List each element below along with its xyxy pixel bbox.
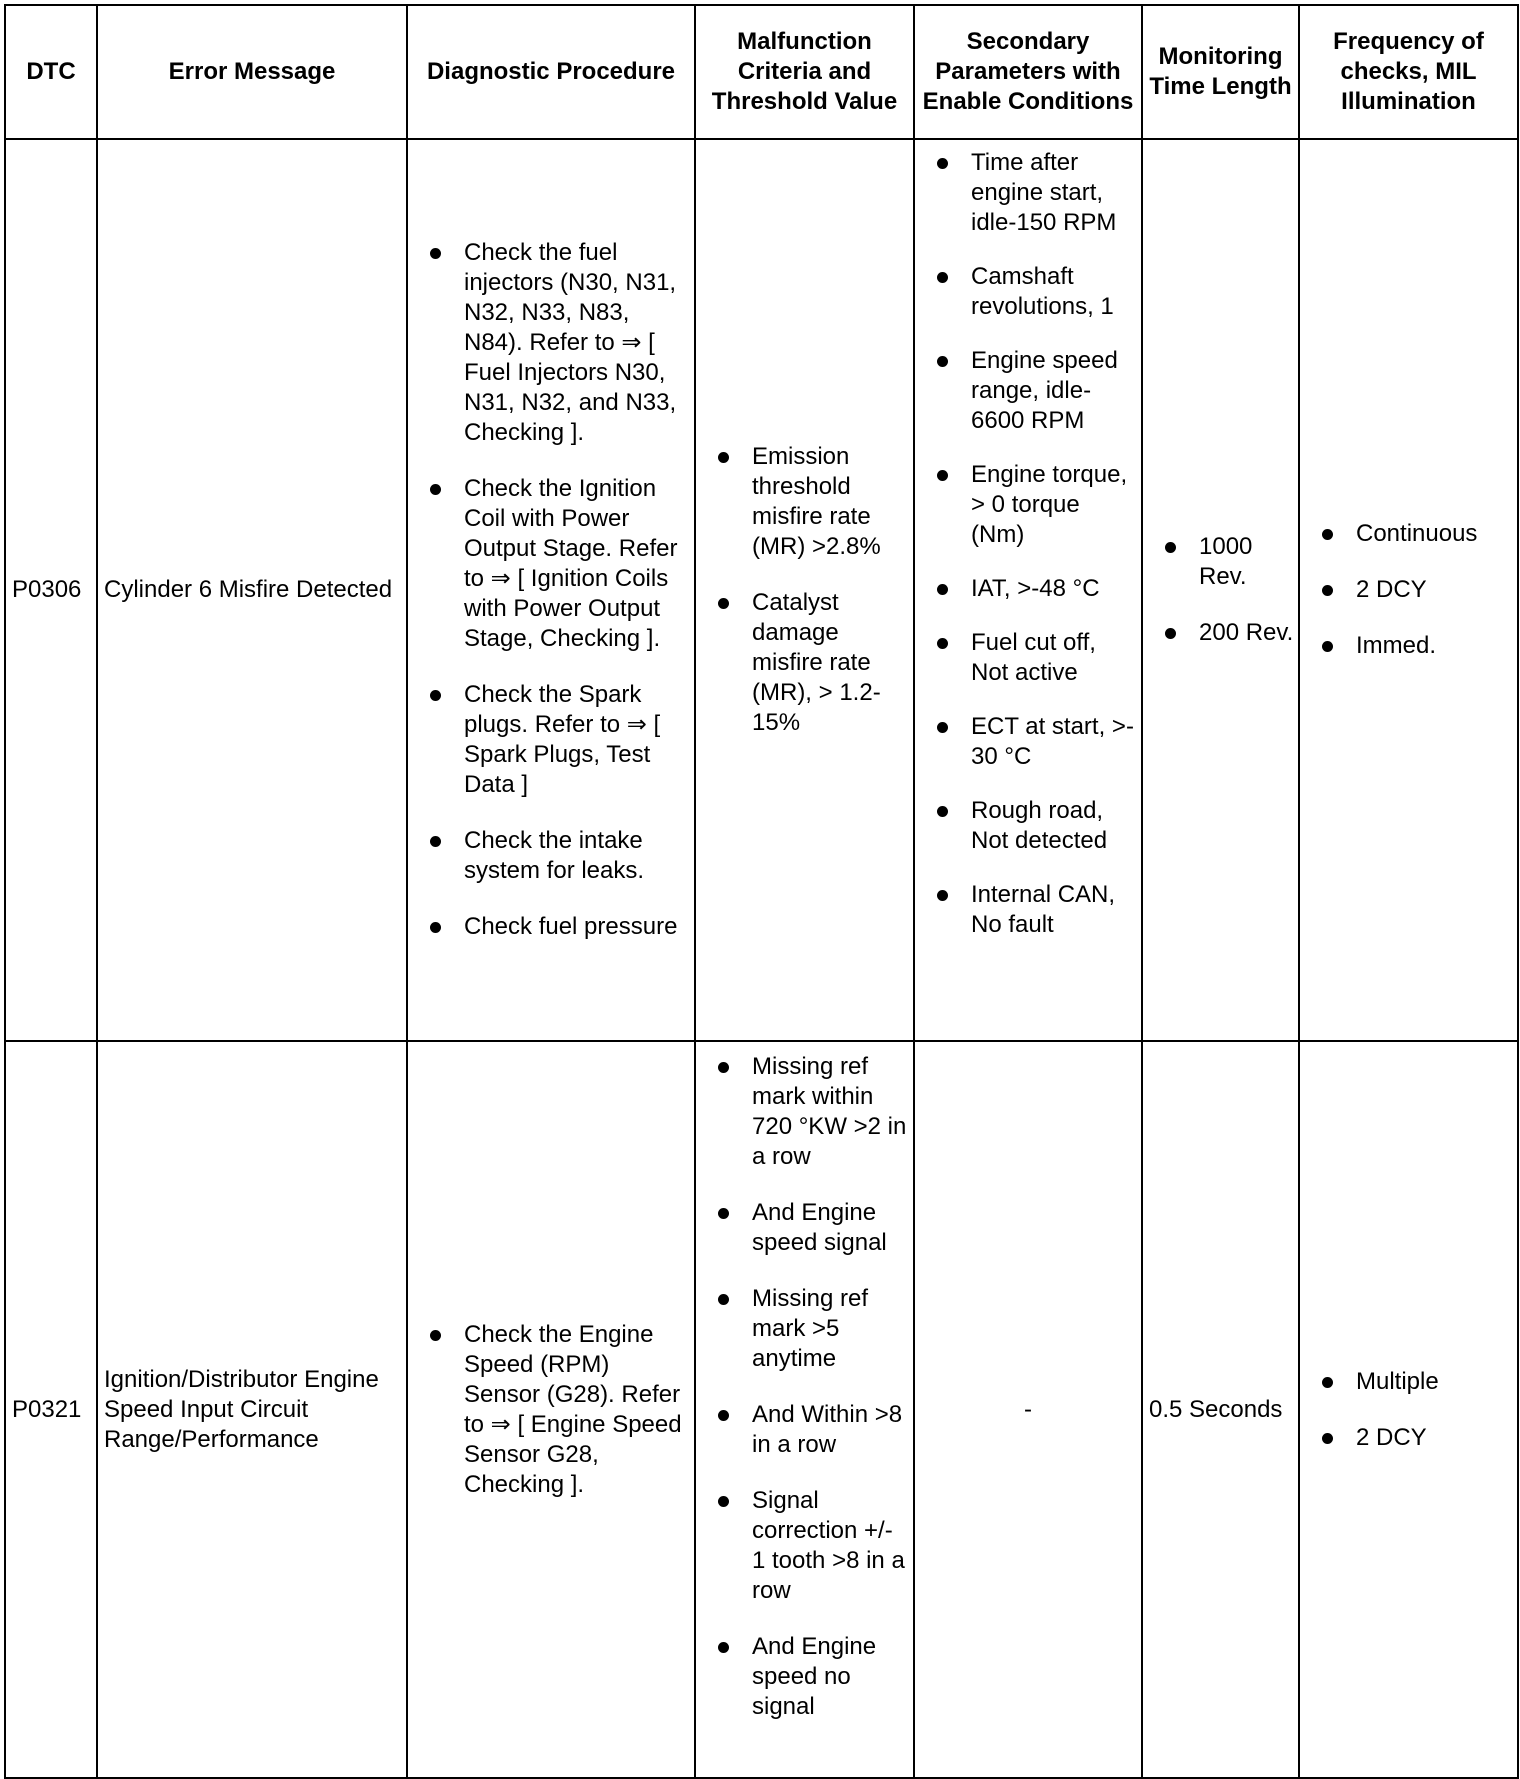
header-malfunction-criteria: Malfunction Criteria and Threshold Value — [695, 5, 914, 139]
header-diagnostic-procedure: Diagnostic Procedure — [407, 5, 695, 139]
list-item: Check fuel pressure — [428, 912, 690, 942]
dtc-table — [4, 4, 1519, 1779]
header-secondary-parameters: Secondary Parameters with Enable Conditions — [914, 5, 1142, 139]
list-item: Check the Spark plugs. Refer to ⇒ [ Spark Plugs, Test Data ] — [428, 680, 690, 800]
list-item: 2 DCY — [1320, 575, 1513, 605]
list-item: Rough road, Not detected — [935, 796, 1137, 856]
list-item: Time after engine start, idle-150 RPM — [935, 148, 1137, 238]
header-frequency: Frequency of checks, MIL Illumination — [1299, 5, 1518, 139]
list-item: 200 Rev. — [1163, 618, 1294, 648]
frequency-cell — [1299, 139, 1518, 1041]
list-item: ECT at start, >- 30 °C — [935, 712, 1137, 772]
list-item: Engine speed range, idle-6600 RPM — [935, 346, 1137, 436]
list-item: Catalyst damage misfire rate (MR), > 1.2-15% — [716, 588, 909, 738]
malfunction-criteria-list — [696, 442, 913, 738]
list-item: Internal CAN, No fault — [935, 880, 1137, 940]
frequency-list — [1300, 1367, 1517, 1453]
list-item: Camshaft revolutions, 1 — [935, 262, 1137, 322]
table-row — [5, 1041, 1518, 1778]
header-monitoring-time: Monitoring Time Length — [1142, 5, 1299, 139]
monitoring-time-cell: 0.5 Seconds — [1142, 1041, 1299, 1778]
dtc-code: P0306 — [5, 139, 97, 1041]
malfunction-criteria-cell — [695, 139, 914, 1041]
header-dtc: DTC — [5, 5, 97, 139]
header-row — [5, 5, 1518, 139]
list-item: Emission threshold misfire rate (MR) >2.8% — [716, 442, 909, 562]
secondary-parameters-cell: - — [914, 1041, 1142, 1778]
secondary-parameters-list — [915, 148, 1141, 940]
header-error-message: Error Message — [97, 5, 407, 139]
list-item: Check the intake system for leaks. — [428, 826, 690, 886]
list-item: Signal correction +/- 1 tooth >8 in a row — [716, 1486, 909, 1606]
list-item: Multiple — [1320, 1367, 1513, 1397]
list-item: 2 DCY — [1320, 1423, 1513, 1453]
diagnostic-procedure-list — [408, 238, 694, 942]
list-item: Engine torque, > 0 torque (Nm) — [935, 460, 1137, 550]
malfunction-criteria-cell — [695, 1041, 914, 1778]
secondary-parameters-cell — [914, 139, 1142, 1041]
list-item: And Within >8 in a row — [716, 1400, 909, 1460]
diagnostic-procedure-cell — [407, 139, 695, 1041]
list-item: 1000 Rev. — [1163, 532, 1294, 592]
frequency-list — [1300, 519, 1517, 661]
dtc-code: P0321 — [5, 1041, 97, 1778]
list-item: Immed. — [1320, 631, 1513, 661]
list-item: Fuel cut off, Not active — [935, 628, 1137, 688]
frequency-cell — [1299, 1041, 1518, 1778]
malfunction-criteria-list — [696, 1052, 913, 1722]
error-message: Cylinder 6 Misfire Detected — [97, 139, 407, 1041]
list-item: Check the Engine Speed (RPM) Sensor (G28). Refer to ⇒ [ Engine Speed Sensor G28, Checking ]. — [428, 1320, 690, 1500]
list-item: Check the Ignition Coil with Power Output Stage. Refer to ⇒ [ Ignition Coils with Power Output Stage, Checking ]. — [428, 474, 690, 654]
list-item: IAT, >-48 °C — [935, 574, 1137, 604]
diagnostic-procedure-cell — [407, 1041, 695, 1778]
monitoring-time-cell — [1142, 139, 1299, 1041]
list-item: Continuous — [1320, 519, 1513, 549]
list-item: Missing ref mark within 720 °KW >2 in a row — [716, 1052, 909, 1172]
list-item: Check the fuel injectors (N30, N31, N32, N33, N83, N84). Refer to ⇒ [ Fuel Injectors N30, N31, N32, and N33, Checking ]. — [428, 238, 690, 448]
list-item: Missing ref mark >5 anytime — [716, 1284, 909, 1374]
list-item: And Engine speed no signal — [716, 1632, 909, 1722]
diagnostic-procedure-list — [408, 1320, 694, 1500]
monitoring-time-list — [1143, 532, 1298, 648]
error-message: Ignition/Distributor Engine Speed Input Circuit Range/Performance — [97, 1041, 407, 1778]
list-item: And Engine speed signal — [716, 1198, 909, 1258]
table-row — [5, 139, 1518, 1041]
